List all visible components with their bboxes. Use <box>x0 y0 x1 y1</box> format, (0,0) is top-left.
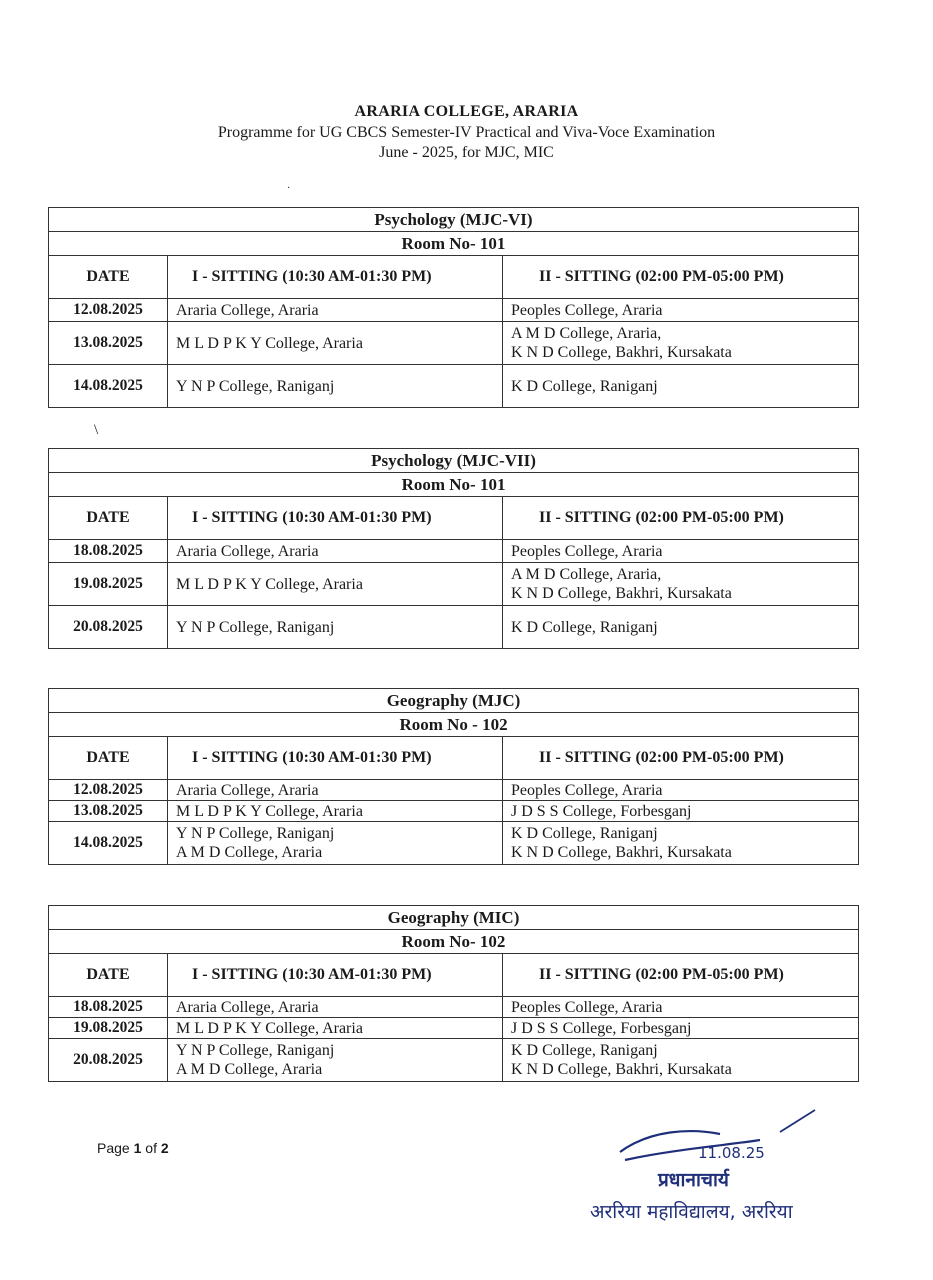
exam-date: 19.08.2025 <box>49 1018 168 1039</box>
exam-date: 13.08.2025 <box>49 322 168 365</box>
page-current: 1 <box>133 1140 142 1156</box>
college-name: Peoples College, Araria <box>511 781 663 799</box>
sitting-1-colleges <box>168 1039 503 1082</box>
exam-date: 19.08.2025 <box>49 563 168 606</box>
sitting-1-colleges <box>168 606 503 649</box>
college-name: K D College, Raniganj <box>511 618 658 636</box>
page-total: 2 <box>160 1140 169 1156</box>
college-name: K D College, Raniganj <box>511 377 658 395</box>
page-label: Page <box>97 1140 134 1156</box>
table-row <box>49 1018 859 1039</box>
principal-designation: प्रधानाचार्य <box>658 1169 729 1191</box>
college-name: J D S S College, Forbesganj <box>511 1019 692 1037</box>
exam-date: 18.08.2025 <box>49 997 168 1018</box>
college-name: M L D P K Y College, Araria <box>176 1019 363 1037</box>
college-name-hindi: अररिया महाविद्यालय, अररिया <box>590 1201 793 1223</box>
date-column-header: DATE <box>49 497 168 540</box>
sitting-1-colleges <box>168 299 503 322</box>
college-name: Peoples College, Araria <box>511 542 663 560</box>
sitting-1-colleges <box>168 780 503 801</box>
sitting-1-colleges <box>168 822 503 865</box>
table-row <box>49 540 859 563</box>
sitting-1-colleges <box>168 322 503 365</box>
schedule-table-psychology-mjc-vi <box>48 207 859 408</box>
exam-date: 20.08.2025 <box>49 606 168 649</box>
sitting-2-colleges <box>503 606 859 649</box>
exam-date: 18.08.2025 <box>49 540 168 563</box>
sitting-2-colleges <box>503 1018 859 1039</box>
sitting-2-column-header: II - SITTING (02:00 PM-05:00 PM) <box>503 954 859 997</box>
college-name: K D College, Raniganj <box>511 1042 658 1059</box>
college-name: A M D College, Araria <box>176 844 323 861</box>
signature-flourish <box>780 1110 815 1132</box>
sitting-2-column-header: II - SITTING (02:00 PM-05:00 PM) <box>503 737 859 780</box>
college-name: M L D P K Y College, Araria <box>176 802 363 820</box>
college-name: M L D P K Y College, Araria <box>176 575 363 593</box>
sitting-1-colleges <box>168 540 503 563</box>
table-row <box>49 563 859 606</box>
college-name: K N D College, Bakhri, Kursakata <box>511 844 732 861</box>
college-name: Y N P College, Raniganj <box>176 1042 335 1059</box>
session-subtitle: June - 2025, for MJC, MIC <box>379 144 554 161</box>
exam-date: 20.08.2025 <box>49 1039 168 1082</box>
table-title: Geography (MIC) <box>49 906 859 930</box>
college-name: J D S S College, Forbesganj <box>511 802 692 820</box>
sitting-2-colleges <box>503 540 859 563</box>
college-name: K N D College, Bakhri, Kursakata <box>511 344 732 361</box>
college-name: Peoples College, Araria <box>511 998 663 1016</box>
exam-date: 14.08.2025 <box>49 822 168 865</box>
room-number: Room No- 101 <box>49 473 859 497</box>
exam-date: 12.08.2025 <box>49 780 168 801</box>
date-column-header: DATE <box>49 256 168 299</box>
table-title: Psychology (MJC-VII) <box>49 449 859 473</box>
sitting-1-column-header: I - SITTING (10:30 AM-01:30 PM) <box>168 954 503 997</box>
table-row <box>49 365 859 408</box>
college-name: Araria College, Araria <box>176 781 319 799</box>
sitting-2-column-header: II - SITTING (02:00 PM-05:00 PM) <box>503 256 859 299</box>
page-number <box>97 1140 169 1156</box>
college-name: Y N P College, Raniganj <box>176 618 335 636</box>
college-name: K N D College, Bakhri, Kursakata <box>511 1061 732 1078</box>
table-row <box>49 997 859 1018</box>
table-title: Geography (MJC) <box>49 689 859 713</box>
sitting-2-column-header: II - SITTING (02:00 PM-05:00 PM) <box>503 497 859 540</box>
sitting-1-colleges <box>168 801 503 822</box>
document-title: ARARIA COLLEGE, ARARIA <box>354 103 579 120</box>
sitting-1-colleges <box>168 563 503 606</box>
table-row <box>49 606 859 649</box>
table-row <box>49 801 859 822</box>
exam-date: 13.08.2025 <box>49 801 168 822</box>
sitting-2-colleges <box>503 299 859 322</box>
room-number: Room No - 102 <box>49 713 859 737</box>
sitting-1-colleges <box>168 1018 503 1039</box>
sitting-1-column-header: I - SITTING (10:30 AM-01:30 PM) <box>168 497 503 540</box>
stray-dot-mark: · <box>287 183 291 194</box>
college-name: Araria College, Araria <box>176 301 319 319</box>
sitting-1-colleges <box>168 997 503 1018</box>
college-name: A M D College, Araria, <box>511 566 662 583</box>
schedule-table-geography-mjc <box>48 688 859 865</box>
college-name: Y N P College, Raniganj <box>176 377 335 395</box>
college-name: Araria College, Araria <box>176 998 319 1016</box>
room-number: Room No- 102 <box>49 930 859 954</box>
college-name: A M D College, Araria <box>176 1061 323 1078</box>
table-row <box>49 322 859 365</box>
table-row <box>49 1039 859 1082</box>
stray-backslash-mark: \ <box>94 422 99 438</box>
exam-date: 12.08.2025 <box>49 299 168 322</box>
sitting-1-column-header: I - SITTING (10:30 AM-01:30 PM) <box>168 737 503 780</box>
college-name: Peoples College, Araria <box>511 301 663 319</box>
date-column-header: DATE <box>49 737 168 780</box>
sitting-2-colleges <box>503 563 859 606</box>
table-row <box>49 780 859 801</box>
sitting-2-colleges <box>503 997 859 1018</box>
principal-signature-stamp <box>580 1100 840 1240</box>
college-name: K D College, Raniganj <box>511 825 658 842</box>
room-number: Room No- 101 <box>49 232 859 256</box>
table-row <box>49 822 859 865</box>
college-name: Y N P College, Raniganj <box>176 825 335 842</box>
sitting-2-colleges <box>503 1039 859 1082</box>
college-name: M L D P K Y College, Araria <box>176 334 363 352</box>
sitting-1-colleges <box>168 365 503 408</box>
signature-date-scrawl: 11.08.25 <box>698 1144 765 1162</box>
table-row <box>49 299 859 322</box>
programme-subtitle: Programme for UG CBCS Semester-IV Practical and Viva-Voce Examination <box>217 124 716 141</box>
college-name: A M D College, Araria, <box>511 325 662 342</box>
sitting-2-colleges <box>503 322 859 365</box>
schedule-table-geography-mic <box>48 905 859 1082</box>
table-title: Psychology (MJC-VI) <box>49 208 859 232</box>
college-name: Araria College, Araria <box>176 542 319 560</box>
college-name: K N D College, Bakhri, Kursakata <box>511 585 732 602</box>
sitting-1-column-header: I - SITTING (10:30 AM-01:30 PM) <box>168 256 503 299</box>
sitting-2-colleges <box>503 822 859 865</box>
page-of-label: of <box>141 1140 161 1156</box>
sitting-2-colleges <box>503 365 859 408</box>
exam-date: 14.08.2025 <box>49 365 168 408</box>
date-column-header: DATE <box>49 954 168 997</box>
sitting-2-colleges <box>503 801 859 822</box>
schedule-table-psychology-mjc-vii <box>48 448 859 649</box>
sitting-2-colleges <box>503 780 859 801</box>
